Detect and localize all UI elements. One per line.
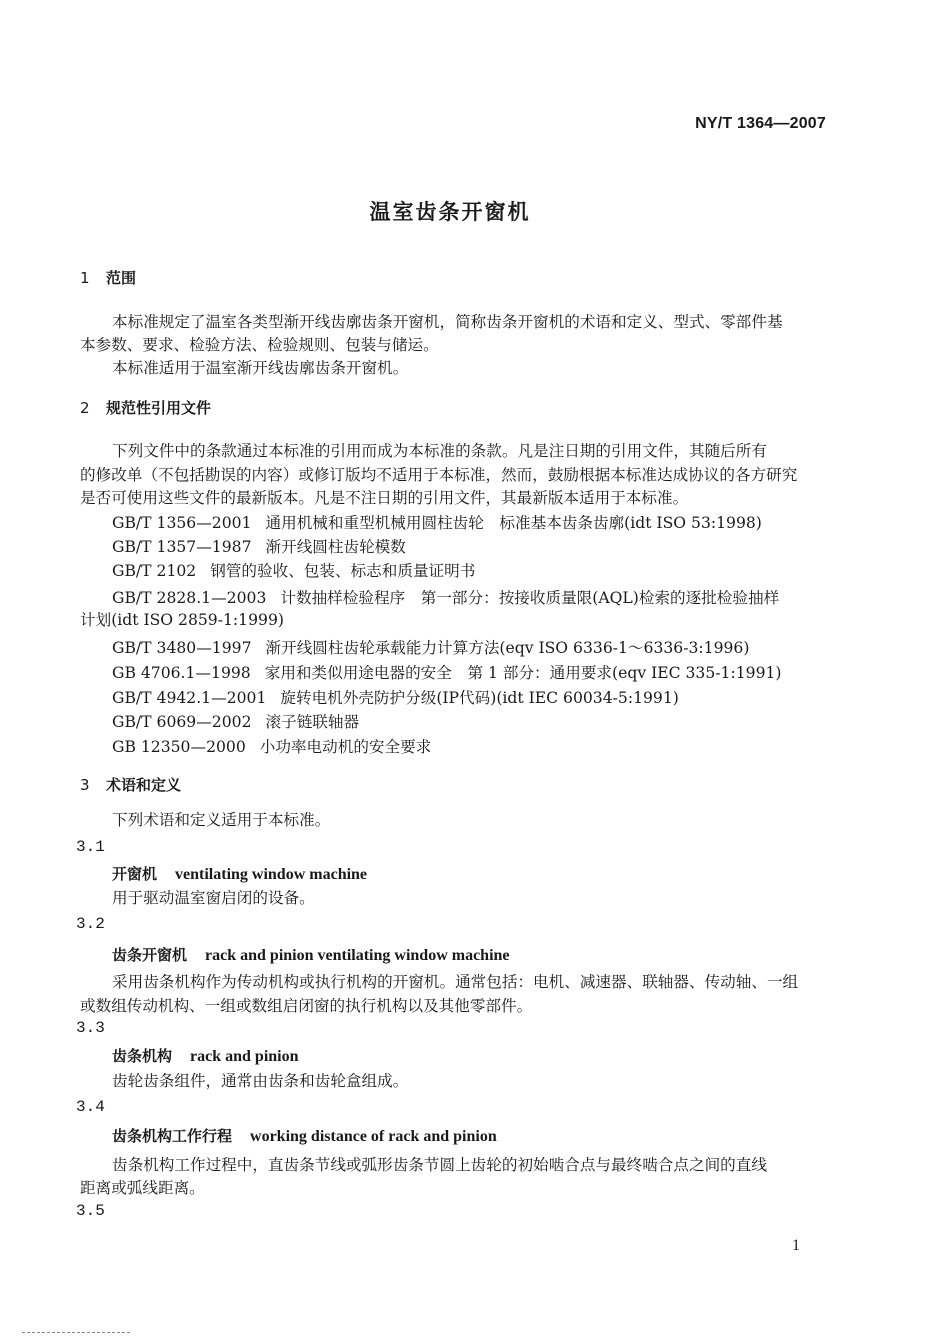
reference-item [112,638,749,658]
clause-number: 3.5 [76,1202,105,1220]
reference-item [112,712,359,732]
reference-code: GB/T 2828.1—2003 [112,589,267,607]
reference-title: 钢管的验收、包装、标志和质量证明书 [210,562,476,580]
reference-code: GB/T 6069—2002 [112,713,252,731]
reference-title: 小功率电动机的安全要求 [259,738,432,756]
reference-item [112,537,406,557]
term-english: ventilating window machine [175,866,368,883]
reference-title: 旋转电机外壳防护分级(IP代码)(idt IEC 60034-5:1991) [280,689,679,707]
reference-title: 家用和类似用途电器的安全 第 1 部分：通用要求(eqv IEC 335-1:1991) [264,664,782,682]
paragraph-line: 本标准适用于温室渐开线齿廓齿条开窗机。 [112,359,409,377]
paragraph-line: 本参数、要求、检验方法、检验规则、包装与储运。 [80,336,439,354]
section-number: 3 [80,776,90,794]
definition-line: 采用齿条机构作为传动机构或执行机构的开窗机。通常包括：电机、减速器、联轴器、传动轴、一组 [112,973,799,991]
reference-code: GB 12350—2000 [112,738,246,756]
reference-continuation: 计划(idt ISO 2859-1:1999) [80,611,284,629]
section-2-heading [80,398,211,418]
term-entry [112,1126,497,1147]
term-english: rack and pinion ventilating window machine [205,947,510,964]
term-entry [112,864,367,885]
reference-title: 通用机械和重型机械用圆柱齿轮 标准基本齿条齿廓(idt ISO 53:1998) [265,514,762,532]
section-3-heading [80,775,181,795]
reference-title: 计数抽样检验程序 第一部分：按接收质量限(AQL)检索的逐批检验抽样 [280,589,780,607]
reference-item [112,561,475,581]
section-number: 2 [80,399,90,417]
clause-number: 3.2 [76,915,105,933]
reference-item [112,588,779,608]
definition-line: 或数组传动机构、一组或数组启闭窗的执行机构以及其他零部件。 [80,997,533,1015]
section-number: 1 [80,269,90,287]
section-title: 范围 [106,269,137,287]
term-english: working distance of rack and pinion [250,1128,497,1145]
paragraph-line: 本标准规定了温室各类型渐开线齿廓齿条开窗机，简称齿条开窗机的术语和定义、型式、零部件基 [112,313,783,331]
definition-line: 距离或弧线距离。 [80,1179,205,1197]
section-title: 规范性引用文件 [106,399,212,417]
clause-number: 3.3 [76,1019,105,1037]
clause-number: 3.4 [76,1098,105,1116]
term-english: rack and pinion [190,1048,299,1065]
reference-item [112,737,431,757]
section-1-heading [80,268,136,288]
paragraph-line: 下列术语和定义适用于本标准。 [112,811,331,829]
definition-line: 用于驱动温室窗启闭的设备。 [112,889,315,907]
definition-line: 齿条机构工作过程中，直齿条节线或弧形齿条节圆上齿轮的初始啮合点与最终啮合点之间的直线 [112,1156,767,1174]
reference-code: GB 4706.1—1998 [112,664,251,682]
section-title: 术语和定义 [106,776,182,794]
standard-code: NY/T 1364—2007 [695,115,826,132]
reference-code: GB/T 1356—2001 [112,514,252,532]
term-chinese: 齿条机构 [112,1047,173,1065]
document-title: 温室齿条开窗机 [369,200,531,224]
reference-code: GB/T 4942.1—2001 [112,689,267,707]
term-entry [112,945,510,966]
term-entry [112,1046,299,1067]
paragraph-line: 的修改单（不包括勘误的内容）或修订版均不适用于本标准，然而，鼓励根据本标准达成协议的各方研究 [80,466,798,484]
reference-title: 渐开线圆柱齿轮模数 [265,538,406,556]
reference-item [112,688,679,708]
term-chinese: 开窗机 [112,865,158,883]
term-chinese: 齿条开窗机 [112,946,188,964]
definition-line: 齿轮齿条组件，通常由齿条和齿轮盒组成。 [112,1072,409,1090]
clause-number: 3.1 [76,838,105,856]
term-chinese: 齿条机构工作行程 [112,1127,233,1145]
paragraph-line: 下列文件中的条款通过本标准的引用而成为本标准的条款。凡是注日期的引用文件，其随后所有 [112,442,767,460]
reference-code: GB/T 2102 [112,562,197,580]
reference-code: GB/T 1357—1987 [112,538,252,556]
reference-item [112,513,762,533]
reference-code: GB/T 3480—1997 [112,639,252,657]
reference-title: 渐开线圆柱齿轮承载能力计算方法(eqv ISO 6336-1～6336-3:1996) [265,639,750,657]
reference-item [112,663,782,683]
footer-rule [22,1332,130,1333]
page-number: 1 [792,1237,800,1254]
paragraph-line: 是否可使用这些文件的最新版本。凡是不注日期的引用文件，其最新版本适用于本标准。 [80,489,689,507]
reference-title: 滚子链联轴器 [265,713,360,731]
